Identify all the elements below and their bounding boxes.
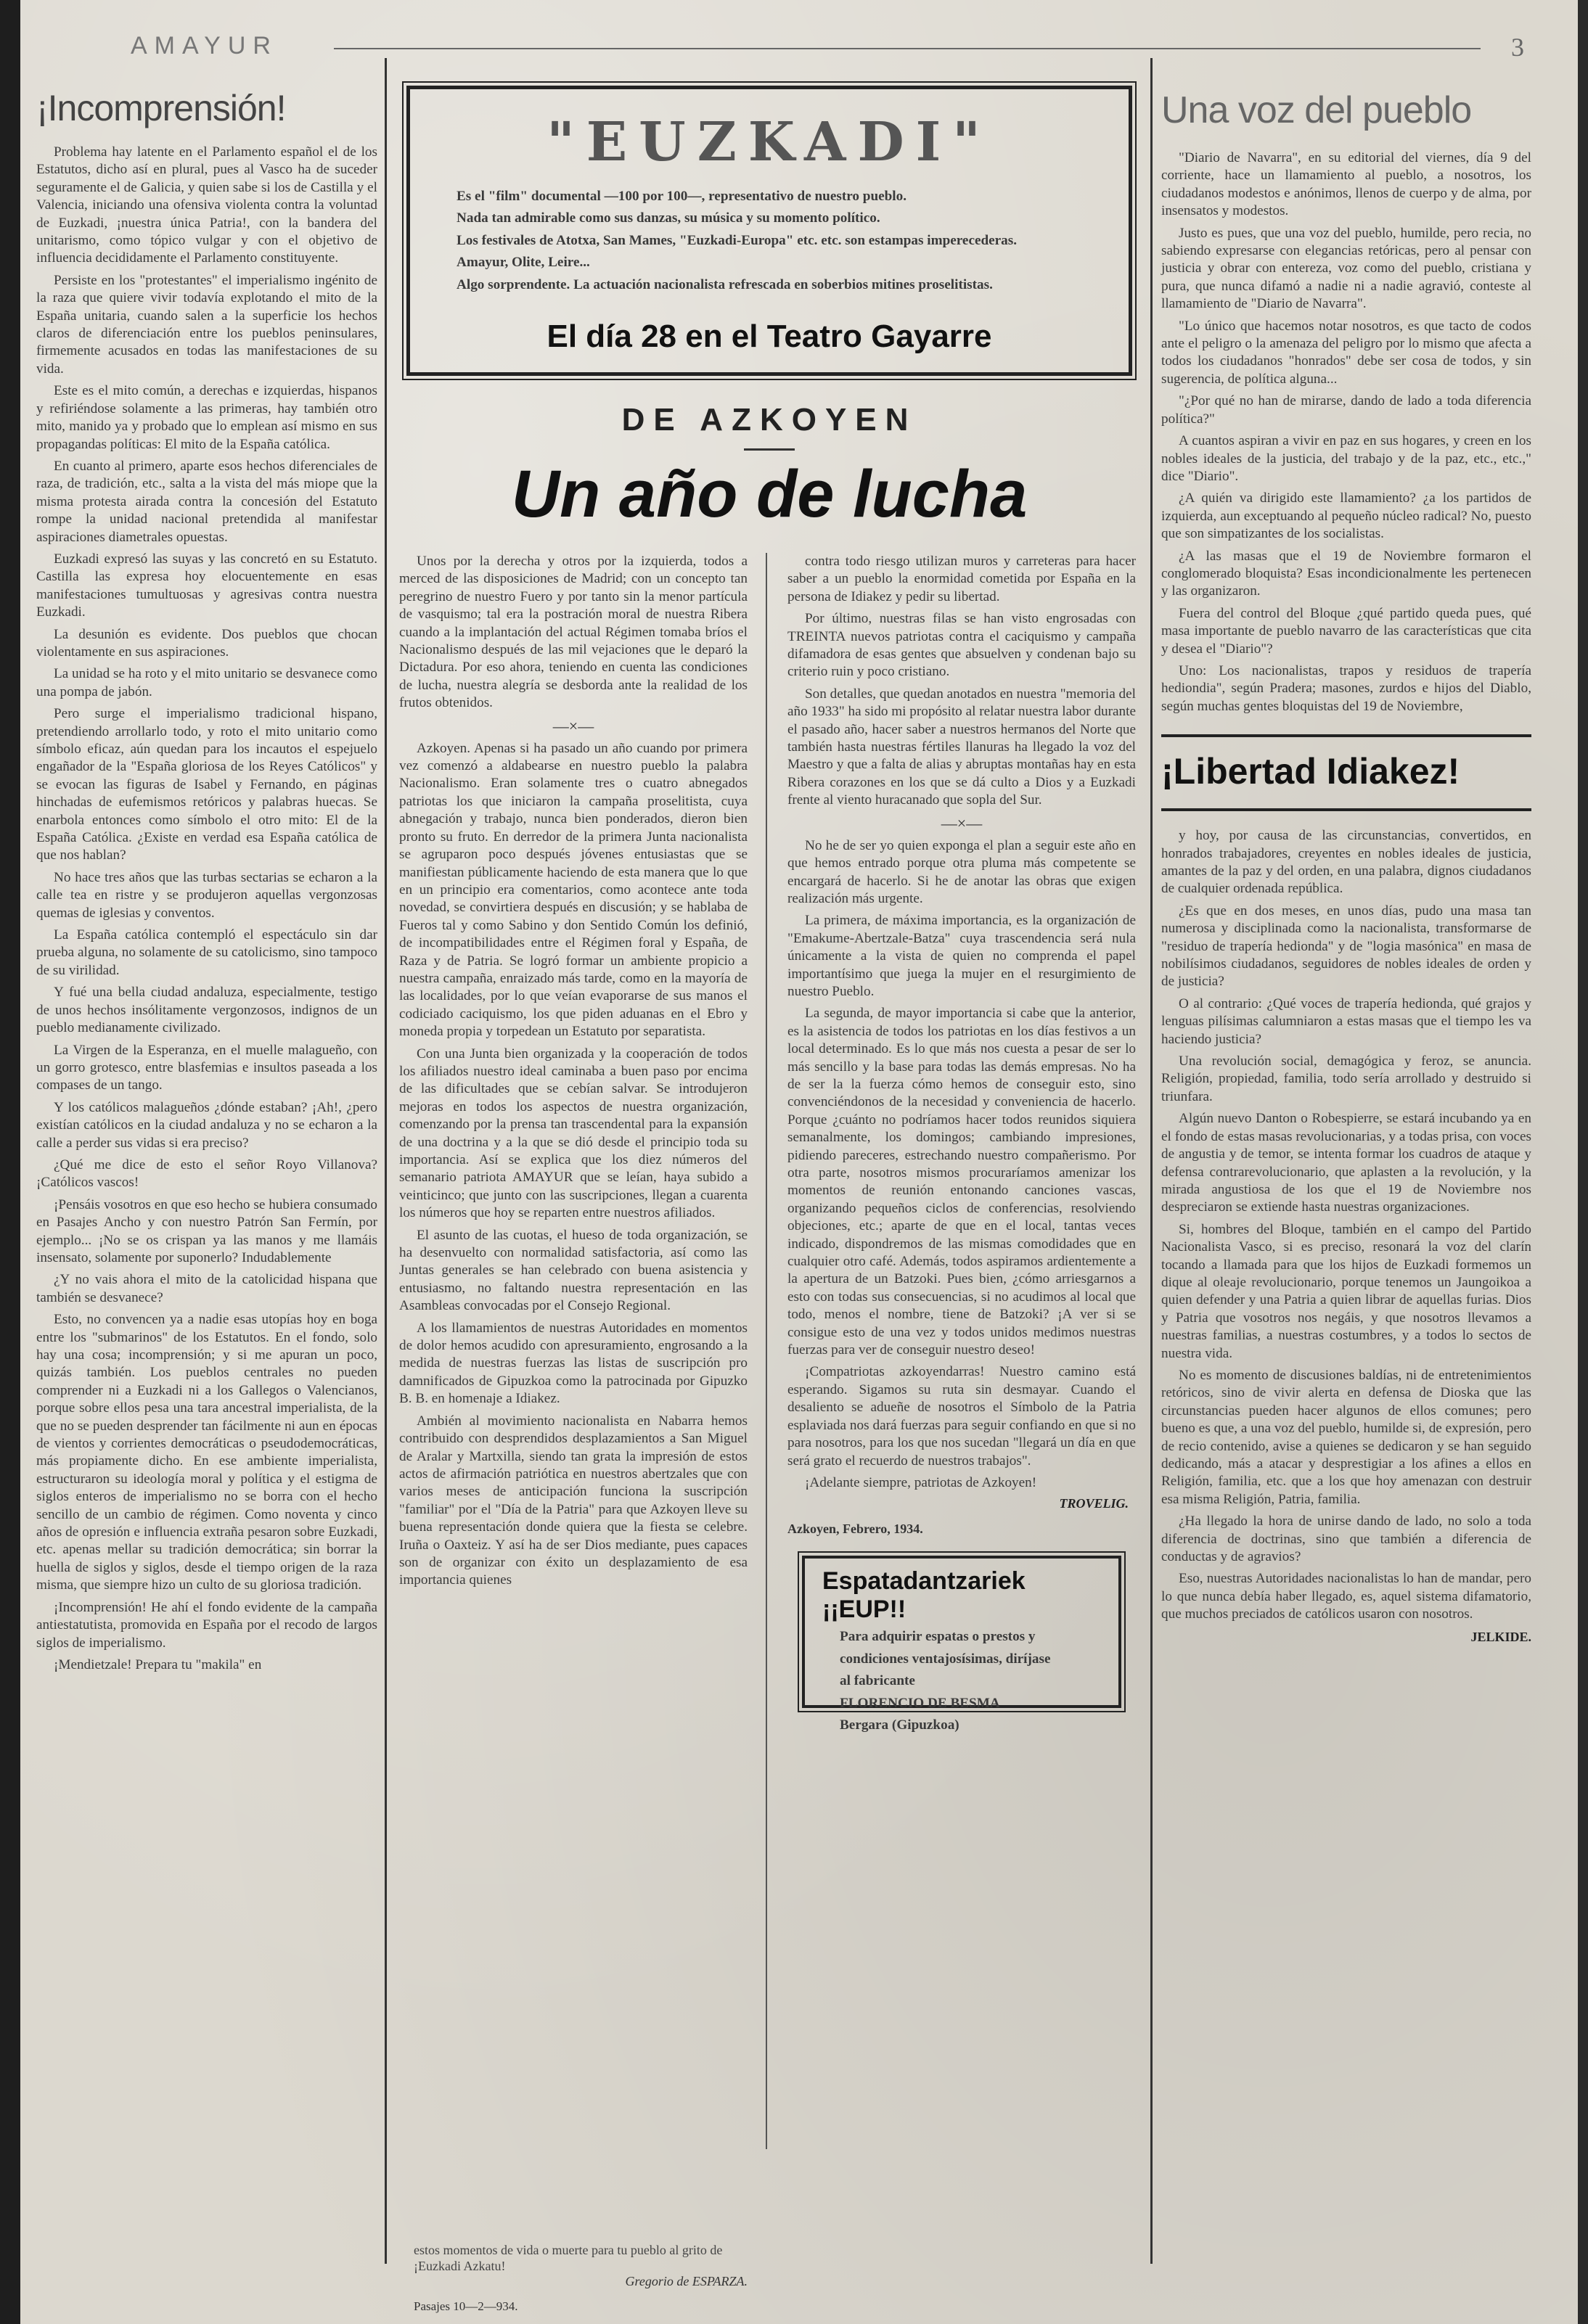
article-una-voz: [1161, 80, 1531, 1645]
paragraph: Y los católicos malagueños ¿dónde estaban? ¡Ah!, ¿pero existían católicos en la ciudad andaluza y no se echaron a la calle a perder sus vidas si era preciso?: [36, 1099, 377, 1151]
paragraph: ¡Compatriotas azkoyendarras! Nuestro camino está esperando. Sigamos su ruta sin desmayar. Cuando el desaliento se adueñe de nosotros el Símbolo de la Patria esplaviada nos dará fuerzas para seguir confiando en que si no para nosotros, para los que nos sucedan "llegará un día en que será grato el recuerdo de nuestros trabajos".: [787, 1364, 1136, 1469]
ad-line: al fabricante: [840, 1673, 915, 1689]
paragraph: ¿A quién va dirigido este llamamiento? ¿a los partidos de izquierda, aun exceptuando al pequeño núcleo radical? No, puesto que son simpatizantes de los socialistas.: [1161, 490, 1531, 542]
section-separator: —×—: [941, 813, 983, 832]
ad-line: Para adquirir espatas o prestos y: [840, 1629, 1036, 1645]
paragraph: A cuantos aspiran a vivir en paz en sus hogares, y creen en los nobles ideales de la justicia, del trabajo y de la paz, etc., etc.," dice "Diario".: [1161, 433, 1531, 484]
paragraph: Ambién al movimiento nacionalista en Nabarra hemos contribuido con desprendidos desplazamientos a San Miguel de Aralar y Martxilla, siendo tan grata la impresión de estos actos de afirmación patriótica en nuestros abertzales que con varios meses de anticipación funciona la suscripción "familiar" por el "Día de la Patria" para que Azkoyen lleve su buena representación donde quiera que la fiesta se celebre. Iruña o Oaxteiz. Y así ha de ser Dios mediante, pues capaces son de organizar con éxito un desplazamiento de esa importancia quienes: [399, 1413, 748, 1588]
scan-edge-right: [1578, 0, 1588, 2324]
article-columns: [399, 553, 1139, 2149]
article-body: [1161, 149, 1531, 715]
paragraph: ¿Y no vais ahora el mito de la catolicidad hispana que también se desvanece?: [36, 1272, 377, 1305]
paragraph: Fuera del control del Bloque ¿qué partido queda pues, qué masa importante de pueblo navarro de las características que cita y desea el "Diario"?: [1161, 605, 1531, 657]
paragraph: Algún nuevo Danton o Robespierre, se estará incubando ya en el fondo de estas masas revolucionarias, y a todas prisa, con voces de angustia y de temor, se intenta formar los cuadros de ataque y defensa contrarevolucionario, que aplasten a la revolución, y la mirada angustiosa de los que el 19 de Noviembre nos despreciaron se extiende hasta nuestras organizaciones.: [1161, 1111, 1531, 1215]
paragraph: Problema hay latente en el Parlamento español el de los Estatutos, dicho así en plural, pues al Vasco ha de suceder seguramente el de Galicia, y quien sabe si los de Castilla y el Valencia, iniciando una ofensiva violenta contra la voluntad de Euzkadi, ¡nuestra única Patria!, con la bandera del unitarismo, como tópico vulgar y con el objetivo de influencia decididamente el Parlamento constituyente.: [36, 144, 377, 266]
article-body: [36, 144, 377, 1674]
ad-line: Bergara (Gipuzkoa): [840, 1717, 959, 1733]
box-line: Nada tan admirable como sus danzas, su música y su momento político.: [457, 210, 880, 226]
paragraph: ¿Qué me dice de esto el señor Royo Villanova? ¡Católicos vascos!: [36, 1157, 377, 1191]
paragraph: contra todo riesgo utilizan muros y carreteras para hacer saber a un pueblo la enormidad cometida por España en la persona de Idiakez y pedir su libertad.: [787, 554, 1136, 604]
page-number: 3: [1511, 33, 1524, 62]
paragraph: A los llamamientos de nuestras Autoridades en momentos de dolor hemos acudido con apresuramiento, engrosando a la medida de nuestras fuerzas las listas de suscripción pro damnificados de Gipuzkoa como la patrocinada por Gipuzko B. B. en homenaje a Idiakez.: [399, 1320, 748, 1407]
dateline: Azkoyen, Febrero, 1934.: [787, 1522, 923, 1537]
paragraph: "Lo único que hacemos notar nosotros, es que tacto de codos ante el peligro o la amenaza del peligro por lo mismo que afecta a todos los ciudadanos "honrados" debe ser cosa de todos, y sin sugerencia, de política alguna...: [1161, 318, 1531, 387]
paragraph: La desunión es evidente. Dos pueblos que chocan violentamente en sus aspiraciones.: [36, 626, 377, 660]
article-column-b: [787, 553, 1136, 1733]
box-text: [439, 188, 1100, 294]
masthead-rule: [334, 48, 1481, 49]
paragraph: Azkoyen. Apenas si ha pasado un año cuando por primera vez comenzó a aldabearse en nuestro pueblo la palabra Nacionalismo. Eran solamente tres o cuatro abnegados patriotas los que iniciaron la campaña proselitista, cuya abnegación y trabajo, nunca bien ponderados, dieron bien pronto su fruto. En derredor de la primera Junta nacionalista se agruparon poco después jóvenes entusiastas que se manifiestan públicamente haciendo de esta manera que lo que en un principio era comentarios, como acontece ante toda novedad, se convirtiera después en discusión; y se hablaba de Fueros tal y como Sabino y don Sentido Común los definió, de incompatibilidades entre el Régimen foral y España, de Raza y de Patria. Se logró formar un ambiente propicio a nuestra campaña, enraizado más tarde, como en la mayoría de las localidades, por lo que veían evaporarse de sus manos el codiciado caciquismo, los que piden aduanas en el Ebro y moneda propia y torpedean un Estatuto por separatista.: [399, 740, 748, 1040]
paragraph: "¿Por qué no han de mirarse, dando de lado a toda diferencia política?": [1161, 393, 1531, 427]
paragraph: No es momento de discusiones baldías, ni de entretenimientos retóricos, sino de vivir alerta en defensa de Dioska que las circunstancias pueden hacer algunos de ellos comunes; pero bueno es que, a una voz del pueblo, humilde si, de expresión, pero de recio contenido, avise a quienes se dedicaron y se han seguido dedicando, más a atacar y desprestigiar a los afines a ellos en Religión, familia, etc. que a los que hoy amenazan con destruir esa misma Religión, Patria, familia.: [1161, 1367, 1531, 1507]
ad-line: FLORENCIO DE BESMA: [840, 1695, 1000, 1711]
paragraph: Persiste en los "protestantes" el imperialismo ingénito de la raza que quiere vivir todavía explotando el mito de la España unitaria, cuando salen a la superficie los hechos claros de diferenciación entre los pueblos peninsulares, firmemente acusados en todas las manifestaciones de su vida.: [36, 272, 377, 377]
ad-text: [822, 1628, 1101, 1734]
paragraph: Este es el mito común, a derechas e izquierdas, hispanos y refiriéndose solamente a las primeras, hay también otro mito, manido ya y probado que lo emplean así mismo en sus propagandas políticas: El mito de la España católica.: [36, 383, 377, 452]
paragraph: Y fué una bella ciudad andaluza, especialmente, testigo de unos hechos insólitamente vergonzosos, indignos de un pueblo medianamente civilizado.: [36, 985, 377, 1036]
article-body-continued: [1161, 827, 1531, 1623]
paragraph: Uno: Los nacionalistas, trapos y residuos de trapería hediondia", según Pradera; masones, zurdos e hijos del Diablo, según muchas gentes bloquistas del 19 de Noviembre,: [1161, 662, 1531, 714]
masthead: [44, 32, 1524, 61]
paragraph: La Virgen de la Esperanza, en el muelle malagueño, con un gorro grotesco, entre blasfemias e insultos paseada a los compases de un tango.: [36, 1042, 377, 1093]
euzkadi-film-box: [406, 86, 1132, 376]
sub-column-divider: [766, 553, 767, 2149]
paragraph: ¡Pensáis vosotros en que eso hecho se hubiera consumado en Pasajes Ancho y con nuestro Patrón San Fermín, por ejemplo... ¡No se os crispan ya las manos y me llamáis insensato, solamente por suponerlo? Indudablemente: [36, 1196, 377, 1265]
teatro-gayarre-line: El día 28 en el Teatro Gayarre: [547, 319, 992, 354]
box-line: Amayur, Olite, Leire...: [457, 255, 590, 271]
footer-continuation: [399, 2227, 748, 2314]
paragraph: Esto, no convencen ya a nadie esas utopías hoy en boga entre los "submarinos" de los Estatutos. En el fondo, solo hay una cosa; incomprensión; y si me apuran un poco, quizás también. Los pueblos centrales no pueden comprender ni a Euzkadi ni a los Gallegos o Valencianos, porque sobre ellos pesa una tara ancestral imperialista, de la que no se pueden desprender tan fácilmente ni aun en épocas de vientos y corrientes democráticas o pseudodemocráticas, más propiamente dicho. En ese ambiente imperialista, estructuraron su ideología moral y política y el estigma de siglos enteros de imperialismo no se borra con el hecho sencillo de un cambio de régimen. Como noventa y cinco años de opresión e influencia extraña pesaron sobre Euzkadi, etc. apenas mellar su tradición democrática; sin borrar la huella de siglos y siglos, desde el tiempo origen de la raza misma, que siempre hizo un culto de su gloriosa tradición.: [36, 1312, 377, 1593]
footer-signature: Gregorio de ESPARZA.: [625, 2274, 748, 2288]
paragraph: ¡Adelante siempre, patriotas de Azkoyen!: [805, 1474, 1037, 1490]
paragraph: Euzkadi expresó las suyas y las concretó en su Estatuto. Castilla las expresa hoy elocuentemente en esas manifestaciones tumultuosas y agresivas contra nuestra Euzkadi.: [36, 551, 377, 620]
paragraph: ¿Ha llegado la hora de unirse dando de lado, no solo a toda diferencia de doctrinas, sino que también a diferencia de conductas y de agravios?: [1161, 1514, 1531, 1565]
section-separator: —×—: [552, 716, 594, 735]
box-line: Algo sorprendente. La actuación nacionalista refrescada en soberbios mitines proselitistas.: [457, 276, 993, 292]
kicker-rule: [744, 448, 795, 451]
headline-una-voz-del-pueblo: Una voz del pueblo: [1161, 89, 1472, 131]
paragraph: Con una Junta bien organizada y la cooperación de todos los afiliados nuestro ideal caminaba a buen paso por encima de las dificultades que se cebían salvar. Se introdujeron mejoras en todos los aspectos de nuestra organización, comenzando por la prensa tan trascendental para la expansión de una doctrina y a la que se dió desde el principio toda su importancia. Así se explica que los diez números del semanario patriota AMAYUR que se leían, haya subido a veinticinco; que junto con las suscripciones, llegan a cuarenta los números que hoy se reparten entre nuestros afiliados.: [399, 1046, 748, 1221]
paragraph: ¿Es que en dos meses, en unos días, pudo una masa tan numerosa y disciplinada como la nacionalista, transformarse de "residuo de trapería hedionda" y de "logia masónica" en masa de nobilísimos ciudadanos, seguidores de nobles ideales de orden y de justicia?: [1161, 903, 1531, 990]
signature-jelkide: JELKIDE.: [1470, 1629, 1531, 1644]
headline-incomprension: ¡Incomprensión!: [36, 88, 286, 128]
paragraph: Unos por la derecha y otros por la izquierda, todos a merced de las disposiciones de Madrid; con un concepto tan peregrino de nuestro Fuero y por tanto sin la menor partícula de vasquismo; tal era la postración moral de nuestra Ribera cuando a la implantación del actual Régimen tomaba bríos el Nacionalismo después de las mil vejaciones que le deparó la Dictadura. Por eso ahora, teniendo en cuenta las condiciones de lucha, nuestra alegría se desborda ante la realidad de los frutos obtenidos.: [399, 554, 748, 711]
paragraph: O al contrario: ¿Qué voces de trapería hedionda, qué grajos y lenguas pilísimas calumniaron a estas masas que el tiempo les va haciendo justicia?: [1161, 995, 1531, 1047]
footer-place: Pasajes 10—2—934.: [414, 2299, 518, 2313]
masthead-name: AMAYUR: [131, 32, 278, 59]
paragraph: Eso, nuestras Autoridades nacionalistas lo han de mandar, pero lo que nunca debía haber llegado, es, aquel sistema difamatorio, que muchos preciados de católicos usaron con nosotros.: [1161, 1571, 1531, 1622]
paragraph: ¿A las masas que el 19 de Noviembre formaron el conglomerado bloquista? Esas incondicionalmente les pertenecen y las organizaron.: [1161, 548, 1531, 599]
article-column-a: [399, 553, 748, 1594]
paragraph: Una revolución social, demagógica y feroz, se anuncia. Religión, propiedad, familia, todo sería arrollado y destruido si triunfara.: [1161, 1054, 1531, 1104]
scan-edge-left: [0, 0, 20, 2324]
euzkadi-title: "EUZKADI": [547, 111, 992, 173]
headline-un-ano-de-lucha: Un año de lucha: [511, 457, 1028, 531]
paragraph: ¡Mendietzale! Prepara tu "makila" en: [54, 1656, 262, 1672]
ad-line: condiciones ventajosísimas, diríjase: [840, 1651, 1051, 1667]
paragraph: En cuanto al primero, aparte esos hechos diferenciales de raza, de tradición, etc., salta a la vista del más miope que la misma protesta airada contra la concesión del Estatuto rompe la unidad nacional pretendida al manifestar aspiraciones diametrales opuestas.: [36, 458, 377, 545]
ad-title: Espatadantzariek ¡¡EUP!!: [822, 1567, 1026, 1624]
footer-text: estos momentos de vida o muerte para tu pueblo al grito de ¡Euzkadi Azkatu!: [414, 2243, 723, 2273]
paragraph: La unidad se ha roto y el mito unitario se desvanece como una pompa de jabón.: [36, 666, 377, 699]
article-incomprension: [36, 80, 377, 1678]
advertisement-box: [802, 1556, 1121, 1733]
headline-libertad-idiakez: ¡Libertad Idiakez!: [1161, 734, 1531, 811]
paragraph: "Diario de Navarra", en su editorial del viernes, día 9 del corriente, hace un llamamiento al pueblo, a nosotros, los ciudadanos modestos e anónimos, llenos de cuerpo y de alma, por insensatos y modestos.: [1161, 150, 1531, 219]
section-kicker: DE AZKOYEN: [621, 402, 917, 438]
paragraph: No hace tres años que las turbas sectarias se echaron a la calle tea en ristre y se produjeron aquellas vergonzosas quemas de iglesias y conventos.: [36, 869, 377, 921]
paragraph: El asunto de las cuotas, el hueso de toda organización, se ha desenvuelto con normalidad satisfactoria, así como las Juntas generales se han celebrado con buena asistencia y entusiasmo, no faltando nuestra representación en las Asambleas convocadas por el Consejo Regional.: [399, 1227, 748, 1314]
paragraph: Justo es pues, que una voz del pueblo, humilde, pero recia, no sabiendo expresarse con elegancias retóricas, pero al pensar con justicia y obrar con entereza, voz como del pueblo, cristiana y pura, que nunca difamó a nadie ni a nadie agravió, conteste al llamamiento de "Diario de Navarra".: [1161, 225, 1531, 312]
paragraph: Son detalles, que quedan anotados en nuestra "memoria del año 1933" ha sido mi propósito al relatar nuestra labor durante el pasado año, hacer saber a nuestros hermanos del Norte que también hasta nuestras fértiles llanuras ha llegado la voz del Maestro y que a falta de alias y abruptas montañas hay en esta Ribera corazones en los que se dá culto a Dios y a Euzkadi frente al viento huracanado que sopla del Sur.: [787, 686, 1136, 808]
column-divider-right: [1150, 58, 1153, 2264]
paragraph: La España católica contempló el espectáculo sin dar prueba alguna, no solamente de su catolicismo, sino tampoco de su virilidad.: [36, 927, 377, 978]
paragraph: La primera, de máxima importancia, es la organización de "Emakume-Abertzale-Batza" cuya trascendencia será nula únicamente a la vista de quien no comprenda el papel importantísimo que juega la mujer en el resurgimiento de nuestro Pueblo.: [787, 913, 1136, 999]
box-line: Es el "film" documental —100 por 100—, representativo de nuestro pueblo.: [457, 189, 907, 204]
paragraph: Por último, nuestras filas se han visto engrosadas con TREINTA nuevos patriotas contra el caciquismo y campaña difamadora de esas gentes que absuelven y condenan bajo su criterio ruin y poco cristiano.: [787, 611, 1136, 680]
paragraph: Pero surge el imperialismo tradicional hispano, pretendiendo arrollarlo todo, y roto el mito unitario como símbolo eficaz, aún quedan para los incautos el espejuelo engañador de la "España gloriosa de los Reyes Católicos" y se evocan las figuras de Isabel y Fernando, en páginas hinchadas de eufemismos retóricos y palabras huecas. Se enarbola entonces como símbolo el otro mito: El de la España Católica. ¿Existe en verdad esa España católica de que nos hablan?: [36, 706, 377, 863]
signature-trovelig: TROVELIG.: [1059, 1496, 1129, 1511]
box-line: Los festivales de Atotxa, San Mames, "Euzkadi-Europa" etc. etc. son estampas imperecederas.: [457, 232, 1018, 248]
paragraph: Si, hombres del Bloque, también en el campo del Partido Nacionalista Vasco, si es preciso, resonará la voz del clarín tocando a llamada para que los hijos de Euzkadi formemos un dique al oleaje revolucionario, porque tenemos un Jaungoikoa a quien defender y una Patria a quien librar de aquellas furias. Dios y Patria que vosotros nos negáis, y que nosotros llevamos a nuestras familias, a nuestras costumbres, y a todos lo sectos de nuestra vida.: [1161, 1221, 1531, 1361]
column-divider-left: [385, 58, 387, 2264]
center-section: [399, 80, 1139, 2313]
paragraph: y hoy, por causa de las circunstancias, convertidos, en honrados trabajadores, creyentes en nobles ideales de justicia, amantes de la paz y del orden, en una palabra, dignos ciudadanos de cualquier ordenada república.: [1161, 828, 1531, 897]
paragraph: No he de ser yo quien exponga el plan a seguir este año en que hemos entrado porque otra pluma más competente se encargará de hacerlo. Si he de anotar las obras que exigen realización más urgente.: [787, 837, 1136, 906]
paragraph: ¡Incomprensión! He ahí el fondo evidente de la campaña antiestatutista, promovida en España por el recodo de largos siglos de imperialismo.: [36, 1599, 377, 1651]
article-column-b-text: [787, 553, 1136, 1492]
paragraph: La segunda, de mayor importancia si cabe que la anterior, es la asistencia de todos los patriotas en los días festivos a un local determinado. Es lo que más nos cuesta a pesar de ser lo más sencillo y la base para todas las demás empresas. No ha de ser la la fuerza cómo hemos de conseguir esto, sino convenciéndonos de la necesidad y conveniencia de hacerlo. Porque ¿cuánto no podríamos hacer todos reunidos siquiera semanalmente, los domingos; cambiando impresiones, pidiendo pareceres, estrechando nuestro compañerismo. Por otra parte, nosotros mismos procuraríamos amenizar los momentos de reunión entonando canciones vascas, organizando pequeños ciclos de conferencias, resolviendo objeciones, etc.; aparte de que en el local, tantas veces indicado, dispondremos de las mismas comodidades que en cualquier otro café. Además, todos aspiramos ardientemente a la apertura de un Batzoki. Pues bien, ¿cómo arriesgarnos a esto con todas sus consecuencias, si no acudimos al local que todo, menos el nombre, tiene de Batzoki? ¡A ver si se consigue esto de una vez y todos unidos medimos nuestras fuerzas para ver de conseguir nuestro deseo!: [787, 1006, 1136, 1358]
